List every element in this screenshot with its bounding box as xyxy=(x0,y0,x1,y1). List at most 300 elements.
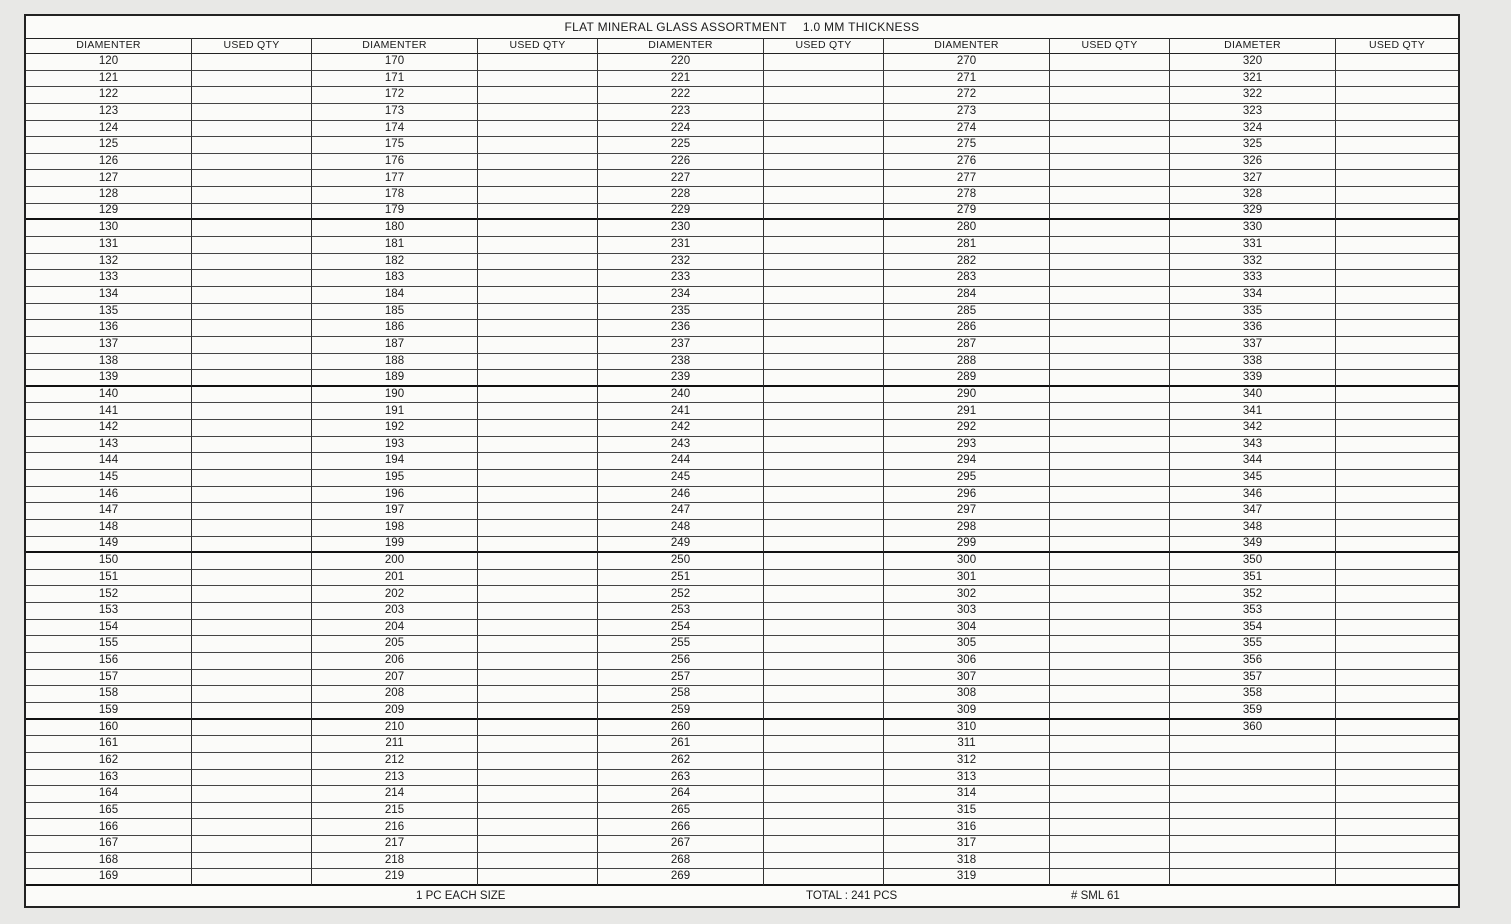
used-qty-cell[interactable] xyxy=(764,304,884,321)
used-qty-cell[interactable] xyxy=(764,836,884,853)
used-qty-cell[interactable] xyxy=(1050,354,1170,371)
used-qty-cell[interactable] xyxy=(192,87,312,104)
used-qty-cell[interactable] xyxy=(192,686,312,703)
used-qty-cell[interactable] xyxy=(1336,437,1458,454)
used-qty-cell[interactable] xyxy=(1050,287,1170,304)
used-qty-cell[interactable] xyxy=(192,636,312,653)
used-qty-cell[interactable] xyxy=(1336,187,1458,204)
used-qty-cell[interactable] xyxy=(764,653,884,670)
used-qty-cell[interactable] xyxy=(764,354,884,371)
diameter-cell: 230 xyxy=(598,220,764,237)
diameter-cell: 219 xyxy=(312,869,478,886)
used-qty-cell[interactable] xyxy=(192,770,312,787)
used-qty-cell[interactable] xyxy=(478,154,598,171)
diameter-cell: 289 xyxy=(884,370,1050,387)
used-qty-cell[interactable] xyxy=(1050,121,1170,138)
diameter-cell: 328 xyxy=(1170,187,1336,204)
used-qty-cell[interactable] xyxy=(764,620,884,637)
used-qty-cell[interactable] xyxy=(1050,736,1170,753)
used-qty-cell[interactable] xyxy=(764,636,884,653)
used-qty-cell[interactable] xyxy=(478,254,598,271)
diameter-cell: 351 xyxy=(1170,570,1336,587)
used-qty-cell[interactable] xyxy=(1336,304,1458,321)
diameter-cell: 165 xyxy=(26,803,192,820)
used-qty-cell[interactable] xyxy=(478,287,598,304)
used-qty-cell[interactable] xyxy=(1050,87,1170,104)
used-qty-cell[interactable] xyxy=(1050,237,1170,254)
used-qty-cell[interactable] xyxy=(764,503,884,520)
used-qty-cell[interactable] xyxy=(192,503,312,520)
used-qty-cell[interactable] xyxy=(1050,320,1170,337)
diameter-column-header: DIAMENTER xyxy=(884,38,1050,54)
diameter-cell: 177 xyxy=(312,170,478,187)
used-qty-cell[interactable] xyxy=(1050,104,1170,121)
used-qty-cell[interactable] xyxy=(1336,570,1458,587)
used-qty-cell[interactable] xyxy=(1336,420,1458,437)
used-qty-cell[interactable] xyxy=(192,869,312,886)
used-qty-cell[interactable] xyxy=(1336,703,1458,720)
used-qty-cell[interactable] xyxy=(1336,137,1458,154)
used-qty-cell[interactable] xyxy=(478,603,598,620)
used-qty-cell[interactable] xyxy=(764,570,884,587)
used-qty-cell[interactable] xyxy=(192,137,312,154)
used-qty-cell[interactable] xyxy=(764,520,884,537)
used-qty-cell[interactable] xyxy=(478,170,598,187)
used-qty-cell[interactable] xyxy=(478,686,598,703)
diameter-cell: 332 xyxy=(1170,254,1336,271)
used-qty-cell[interactable] xyxy=(1336,204,1458,221)
used-qty-cell[interactable] xyxy=(192,337,312,354)
used-qty-cell[interactable] xyxy=(1336,270,1458,287)
used-qty-cell[interactable] xyxy=(192,54,312,71)
used-qty-cell[interactable] xyxy=(1336,653,1458,670)
used-qty-cell[interactable] xyxy=(1336,853,1458,870)
used-qty-cell[interactable] xyxy=(192,187,312,204)
used-qty-cell[interactable] xyxy=(192,320,312,337)
used-qty-cell[interactable] xyxy=(478,620,598,637)
used-qty-cell[interactable] xyxy=(478,87,598,104)
used-qty-cell[interactable] xyxy=(1336,54,1458,71)
used-qty-cell[interactable] xyxy=(1336,170,1458,187)
used-qty-cell[interactable] xyxy=(478,703,598,720)
used-qty-cell[interactable] xyxy=(764,437,884,454)
used-qty-cell[interactable] xyxy=(1050,453,1170,470)
used-qty-cell[interactable] xyxy=(1336,220,1458,237)
used-qty-cell[interactable] xyxy=(764,453,884,470)
used-qty-cell[interactable] xyxy=(1336,836,1458,853)
diameter-cell: 326 xyxy=(1170,154,1336,171)
diameter-cell xyxy=(1170,836,1336,853)
diameter-cell: 270 xyxy=(884,54,1050,71)
used-qty-cell[interactable] xyxy=(478,304,598,321)
used-qty-cell[interactable] xyxy=(764,869,884,886)
used-qty-cell[interactable] xyxy=(192,653,312,670)
used-qty-cell[interactable] xyxy=(192,104,312,121)
used-qty-cell[interactable] xyxy=(1050,653,1170,670)
used-qty-cell[interactable] xyxy=(1336,487,1458,504)
diameter-cell: 168 xyxy=(26,853,192,870)
used-qty-cell[interactable] xyxy=(1336,254,1458,271)
used-qty-cell[interactable] xyxy=(478,537,598,554)
used-qty-cell[interactable] xyxy=(1336,470,1458,487)
diameter-cell: 255 xyxy=(598,636,764,653)
used-qty-cell[interactable] xyxy=(478,770,598,787)
used-qty-cell[interactable] xyxy=(764,137,884,154)
used-qty-cell[interactable] xyxy=(1336,121,1458,138)
used-qty-cell[interactable] xyxy=(1050,54,1170,71)
used-qty-cell[interactable] xyxy=(764,819,884,836)
diameter-cell: 216 xyxy=(312,819,478,836)
used-qty-cell[interactable] xyxy=(478,437,598,454)
used-qty-cell[interactable] xyxy=(192,753,312,770)
used-qty-cell[interactable] xyxy=(764,71,884,88)
used-qty-cell[interactable] xyxy=(1336,720,1458,737)
used-qty-cell[interactable] xyxy=(192,736,312,753)
used-qty-cell[interactable] xyxy=(478,636,598,653)
used-qty-cell[interactable] xyxy=(1336,354,1458,371)
diameter-cell: 309 xyxy=(884,703,1050,720)
used-qty-cell[interactable] xyxy=(478,503,598,520)
used-qty-cell[interactable] xyxy=(192,836,312,853)
used-qty-cell[interactable] xyxy=(1336,736,1458,753)
used-qty-cell[interactable] xyxy=(192,370,312,387)
used-qty-cell[interactable] xyxy=(192,487,312,504)
diameter-cell: 297 xyxy=(884,503,1050,520)
used-qty-cell[interactable] xyxy=(1050,869,1170,886)
used-qty-cell[interactable] xyxy=(478,803,598,820)
diameter-cell: 151 xyxy=(26,570,192,587)
used-qty-cell[interactable] xyxy=(192,170,312,187)
used-qty-cell[interactable] xyxy=(1336,154,1458,171)
diameter-cell: 330 xyxy=(1170,220,1336,237)
used-qty-cell[interactable] xyxy=(1050,803,1170,820)
used-qty-cell[interactable] xyxy=(1336,586,1458,603)
used-qty-cell[interactable] xyxy=(1336,387,1458,404)
used-qty-cell[interactable] xyxy=(1050,620,1170,637)
used-qty-cell[interactable] xyxy=(764,254,884,271)
used-qty-cell[interactable] xyxy=(1050,403,1170,420)
used-qty-cell[interactable] xyxy=(478,853,598,870)
used-qty-cell[interactable] xyxy=(478,586,598,603)
used-qty-cell[interactable] xyxy=(764,204,884,221)
used-qty-cell[interactable] xyxy=(1336,770,1458,787)
used-qty-cell[interactable] xyxy=(192,304,312,321)
used-qty-cell[interactable] xyxy=(1050,853,1170,870)
used-qty-cell[interactable] xyxy=(1050,636,1170,653)
used-qty-cell[interactable] xyxy=(192,586,312,603)
used-qty-cell[interactable] xyxy=(1050,437,1170,454)
diameter-cell: 234 xyxy=(598,287,764,304)
used-qty-cell[interactable] xyxy=(764,770,884,787)
used-qty-cell[interactable] xyxy=(1050,786,1170,803)
used-qty-cell[interactable] xyxy=(1336,537,1458,554)
diameter-cell: 163 xyxy=(26,770,192,787)
used-qty-cell[interactable] xyxy=(192,620,312,637)
used-qty-cell[interactable] xyxy=(764,121,884,138)
used-qty-cell[interactable] xyxy=(478,786,598,803)
used-qty-cell[interactable] xyxy=(192,204,312,221)
used-qty-cell[interactable] xyxy=(1050,387,1170,404)
used-qty-cell[interactable] xyxy=(1050,71,1170,88)
used-qty-cell[interactable] xyxy=(764,420,884,437)
used-qty-cell[interactable] xyxy=(478,104,598,121)
used-qty-cell[interactable] xyxy=(1336,686,1458,703)
used-qty-cell[interactable] xyxy=(192,154,312,171)
used-qty-cell[interactable] xyxy=(764,553,884,570)
diameter-cell: 174 xyxy=(312,121,478,138)
used-qty-cell[interactable] xyxy=(192,570,312,587)
diameter-cell: 187 xyxy=(312,337,478,354)
diameter-cell: 252 xyxy=(598,586,764,603)
diameter-cell: 196 xyxy=(312,487,478,504)
used-qty-cell[interactable] xyxy=(764,703,884,720)
used-qty-cell[interactable] xyxy=(1336,287,1458,304)
used-qty-cell[interactable] xyxy=(478,487,598,504)
assortment-table xyxy=(26,38,1458,886)
used-qty-column-header: USED QTY xyxy=(192,38,312,54)
diameter-cell: 233 xyxy=(598,270,764,287)
used-qty-cell[interactable] xyxy=(1050,220,1170,237)
used-qty-cell[interactable] xyxy=(192,121,312,138)
used-qty-cell[interactable] xyxy=(1050,470,1170,487)
used-qty-cell[interactable] xyxy=(1336,370,1458,387)
used-qty-cell[interactable] xyxy=(192,420,312,437)
diameter-cell: 339 xyxy=(1170,370,1336,387)
used-qty-cell[interactable] xyxy=(1336,786,1458,803)
used-qty-cell[interactable] xyxy=(1050,503,1170,520)
used-qty-cell[interactable] xyxy=(1336,553,1458,570)
used-qty-cell[interactable] xyxy=(1050,603,1170,620)
used-qty-cell[interactable] xyxy=(478,320,598,337)
used-qty-cell[interactable] xyxy=(1050,819,1170,836)
used-qty-cell[interactable] xyxy=(1050,686,1170,703)
used-qty-cell[interactable] xyxy=(192,786,312,803)
used-qty-cell[interactable] xyxy=(1050,586,1170,603)
used-qty-cell[interactable] xyxy=(764,603,884,620)
used-qty-cell[interactable] xyxy=(478,553,598,570)
diameter-cell: 201 xyxy=(312,570,478,587)
used-qty-cell[interactable] xyxy=(1050,570,1170,587)
used-qty-cell[interactable] xyxy=(478,137,598,154)
diameter-cell: 343 xyxy=(1170,437,1336,454)
used-qty-cell[interactable] xyxy=(478,270,598,287)
diameter-cell: 272 xyxy=(884,87,1050,104)
used-qty-cell[interactable] xyxy=(1336,819,1458,836)
used-qty-cell[interactable] xyxy=(478,520,598,537)
used-qty-cell[interactable] xyxy=(192,603,312,620)
used-qty-cell[interactable] xyxy=(1050,487,1170,504)
used-qty-cell[interactable] xyxy=(478,387,598,404)
used-qty-cell[interactable] xyxy=(478,420,598,437)
used-qty-cell[interactable] xyxy=(192,254,312,271)
used-qty-cell[interactable] xyxy=(192,703,312,720)
used-qty-cell[interactable] xyxy=(1050,170,1170,187)
diameter-cell: 159 xyxy=(26,703,192,720)
used-qty-cell[interactable] xyxy=(192,670,312,687)
used-qty-cell[interactable] xyxy=(764,154,884,171)
used-qty-cell[interactable] xyxy=(478,570,598,587)
used-qty-cell[interactable] xyxy=(1050,337,1170,354)
used-qty-cell[interactable] xyxy=(1336,453,1458,470)
used-qty-cell[interactable] xyxy=(1050,370,1170,387)
used-qty-cell[interactable] xyxy=(1050,553,1170,570)
diameter-cell: 223 xyxy=(598,104,764,121)
used-qty-cell[interactable] xyxy=(478,753,598,770)
used-qty-cell[interactable] xyxy=(192,287,312,304)
used-qty-cell[interactable] xyxy=(192,354,312,371)
used-qty-cell[interactable] xyxy=(764,220,884,237)
used-qty-cell[interactable] xyxy=(478,653,598,670)
used-qty-cell[interactable] xyxy=(764,370,884,387)
used-qty-cell[interactable] xyxy=(1336,337,1458,354)
used-qty-cell[interactable] xyxy=(764,803,884,820)
used-qty-cell[interactable] xyxy=(764,720,884,737)
used-qty-cell[interactable] xyxy=(1050,270,1170,287)
used-qty-cell[interactable] xyxy=(764,320,884,337)
used-qty-cell[interactable] xyxy=(764,686,884,703)
used-qty-cell[interactable] xyxy=(1050,137,1170,154)
used-qty-cell[interactable] xyxy=(478,204,598,221)
diameter-cell: 131 xyxy=(26,237,192,254)
used-qty-cell[interactable] xyxy=(192,537,312,554)
used-qty-cell[interactable] xyxy=(192,270,312,287)
used-qty-cell[interactable] xyxy=(1336,620,1458,637)
used-qty-cell[interactable] xyxy=(1336,603,1458,620)
used-qty-cell[interactable] xyxy=(764,736,884,753)
used-qty-cell[interactable] xyxy=(764,670,884,687)
used-qty-cell[interactable] xyxy=(478,54,598,71)
diameter-cell: 150 xyxy=(26,553,192,570)
used-qty-cell[interactable] xyxy=(1336,753,1458,770)
used-qty-cell[interactable] xyxy=(764,270,884,287)
used-qty-cell[interactable] xyxy=(478,337,598,354)
used-qty-cell[interactable] xyxy=(192,237,312,254)
diameter-cell: 360 xyxy=(1170,720,1336,737)
used-qty-cell[interactable] xyxy=(1050,187,1170,204)
used-qty-cell[interactable] xyxy=(1050,836,1170,853)
used-qty-cell[interactable] xyxy=(764,853,884,870)
used-qty-cell[interactable] xyxy=(1336,87,1458,104)
diameter-cell: 224 xyxy=(598,121,764,138)
used-qty-cell[interactable] xyxy=(764,470,884,487)
sheet-title-row xyxy=(26,16,1458,39)
used-qty-cell[interactable] xyxy=(1336,104,1458,121)
used-qty-cell[interactable] xyxy=(192,71,312,88)
used-qty-cell[interactable] xyxy=(1336,237,1458,254)
used-qty-cell[interactable] xyxy=(1336,636,1458,653)
used-qty-cell[interactable] xyxy=(1050,204,1170,221)
used-qty-cell[interactable] xyxy=(192,403,312,420)
used-qty-cell[interactable] xyxy=(1050,304,1170,321)
used-qty-cell[interactable] xyxy=(764,187,884,204)
used-qty-cell[interactable] xyxy=(192,387,312,404)
used-qty-cell[interactable] xyxy=(764,586,884,603)
used-qty-cell[interactable] xyxy=(764,753,884,770)
used-qty-cell[interactable] xyxy=(192,720,312,737)
used-qty-cell[interactable] xyxy=(764,237,884,254)
used-qty-cell[interactable] xyxy=(478,470,598,487)
used-qty-cell[interactable] xyxy=(1050,537,1170,554)
used-qty-cell[interactable] xyxy=(1336,520,1458,537)
used-qty-cell[interactable] xyxy=(1050,753,1170,770)
used-qty-cell[interactable] xyxy=(478,370,598,387)
used-qty-cell[interactable] xyxy=(1050,720,1170,737)
used-qty-cell[interactable] xyxy=(764,403,884,420)
used-qty-cell[interactable] xyxy=(764,104,884,121)
used-qty-cell[interactable] xyxy=(1050,520,1170,537)
used-qty-cell[interactable] xyxy=(192,437,312,454)
diameter-cell: 355 xyxy=(1170,636,1336,653)
used-qty-cell[interactable] xyxy=(764,54,884,71)
used-qty-cell[interactable] xyxy=(478,403,598,420)
diameter-cell: 281 xyxy=(884,237,1050,254)
used-qty-cell[interactable] xyxy=(1336,670,1458,687)
used-qty-cell[interactable] xyxy=(478,121,598,138)
used-qty-cell[interactable] xyxy=(478,720,598,737)
used-qty-cell[interactable] xyxy=(1336,320,1458,337)
used-qty-cell[interactable] xyxy=(764,170,884,187)
used-qty-cell[interactable] xyxy=(1336,71,1458,88)
used-qty-cell[interactable] xyxy=(478,453,598,470)
used-qty-cell[interactable] xyxy=(764,537,884,554)
used-qty-cell[interactable] xyxy=(764,786,884,803)
used-qty-cell[interactable] xyxy=(764,387,884,404)
used-qty-cell[interactable] xyxy=(764,487,884,504)
used-qty-cell[interactable] xyxy=(478,836,598,853)
used-qty-cell[interactable] xyxy=(1336,803,1458,820)
used-qty-cell[interactable] xyxy=(764,87,884,104)
used-qty-cell[interactable] xyxy=(478,71,598,88)
used-qty-cell[interactable] xyxy=(764,287,884,304)
used-qty-cell[interactable] xyxy=(1050,420,1170,437)
diameter-cell: 238 xyxy=(598,354,764,371)
used-qty-cell[interactable] xyxy=(1050,254,1170,271)
diameter-cell: 311 xyxy=(884,736,1050,753)
used-qty-cell[interactable] xyxy=(1050,154,1170,171)
diameter-cell: 246 xyxy=(598,487,764,504)
used-qty-cell[interactable] xyxy=(192,520,312,537)
used-qty-cell[interactable] xyxy=(1050,703,1170,720)
used-qty-cell[interactable] xyxy=(192,853,312,870)
diameter-cell: 189 xyxy=(312,370,478,387)
diameter-cell: 242 xyxy=(598,420,764,437)
used-qty-cell[interactable] xyxy=(192,453,312,470)
used-qty-cell[interactable] xyxy=(1050,670,1170,687)
used-qty-cell[interactable] xyxy=(192,470,312,487)
used-qty-cell[interactable] xyxy=(478,187,598,204)
used-qty-cell[interactable] xyxy=(478,819,598,836)
used-qty-cell[interactable] xyxy=(764,337,884,354)
used-qty-cell[interactable] xyxy=(478,237,598,254)
diameter-cell: 241 xyxy=(598,403,764,420)
used-qty-cell[interactable] xyxy=(192,220,312,237)
used-qty-cell[interactable] xyxy=(192,803,312,820)
used-qty-cell[interactable] xyxy=(1336,403,1458,420)
used-qty-cell[interactable] xyxy=(1336,503,1458,520)
used-qty-cell[interactable] xyxy=(1050,770,1170,787)
used-qty-cell[interactable] xyxy=(192,553,312,570)
diameter-cell: 261 xyxy=(598,736,764,753)
used-qty-cell[interactable] xyxy=(478,220,598,237)
used-qty-cell[interactable] xyxy=(478,354,598,371)
used-qty-cell[interactable] xyxy=(478,736,598,753)
used-qty-cell[interactable] xyxy=(478,869,598,886)
used-qty-cell[interactable] xyxy=(1336,869,1458,886)
diameter-cell: 293 xyxy=(884,437,1050,454)
used-qty-cell[interactable] xyxy=(478,670,598,687)
used-qty-cell[interactable] xyxy=(192,819,312,836)
diameter-cell: 286 xyxy=(884,320,1050,337)
